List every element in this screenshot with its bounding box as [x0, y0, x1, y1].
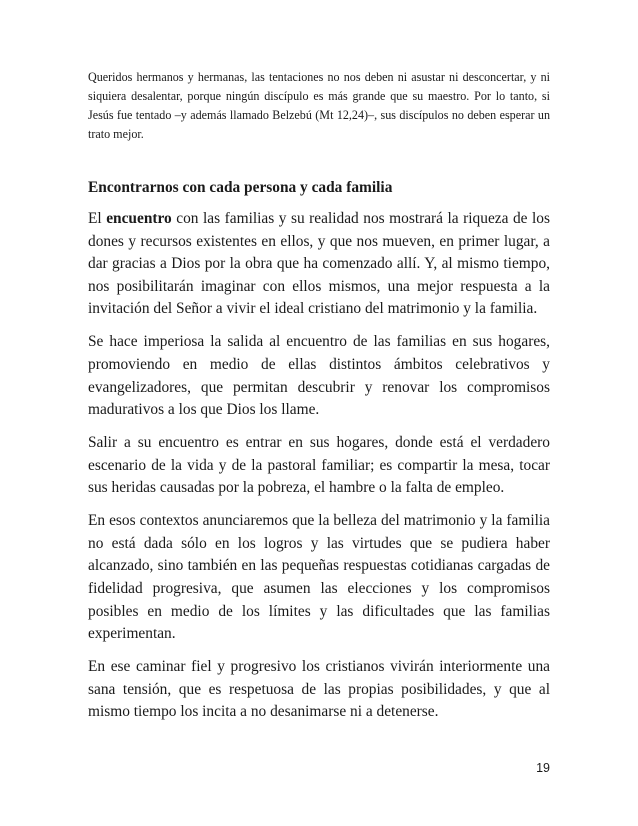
body-paragraph-2: Se hace imperiosa la salida al encuentro de las familias en sus hogares, promoviendo en medio de ellas distintos ámbitos celebrativos y evangelizadores, que permitan descubrir y renovar los compromisos madurativos a los que Dios los llame. — [88, 333, 550, 419]
body-paragraph-5: En ese caminar fiel y progresivo los cristianos vivirán interiormente una sana tensión, que es respetuosa de las propias posibilidades, y que al mismo tiempo los incita a no desanimarse ni a detenerse. — [88, 658, 550, 721]
body-paragraph-1 — [88, 208, 550, 321]
intro-paragraph: Queridos hermanos y hermanas, las tentaciones no nos deben ni asustar ni desconcertar, y ni siquiera desalentar, porque ningún discípulo es más grande que su maestro. Por lo tanto, si Jesús fue tentado –y además llamado Belzebú (Mt 12,24)–, sus discípulos no deben esperar un trato mejor. — [88, 70, 550, 141]
document-page — [88, 68, 550, 724]
paragraph-1-prefix: El — [88, 210, 107, 227]
body-paragraph-4: En esos contextos anunciaremos que la belleza del matrimonio y la familia no está dada sólo en los logros y las virtudes que se pudiera haber alcanzado, sino también en las pequeñas respuestas cotidianas cargadas de fidelidad progresiva, que asumen las elecciones y los compromisos posibles en medio de los límites y las dificultades que las familias experimentan. — [88, 512, 550, 643]
body-paragraph-3: Salir a su encuentro es entrar en sus hogares, donde está el verdadero escenario de la vida y de la pastoral familiar; es compartir la mesa, tocar sus heridas causadas por la pobreza, el hambre o la falta de empleo. — [88, 434, 550, 497]
paragraph-1-rest: con las familias y su realidad nos mostrará la riqueza de los dones y recursos existentes en ellos, y que nos mueven, en primer lugar, a dar gracias a Dios por la obra que ha comenzado allí. Y, al mismo tiempo, nos posibilitarán imaginar con ellos mismos, una mejor respuesta a la invitación del Señor a vivir el ideal cristiano del matrimonio y la familia. — [88, 210, 550, 318]
paragraph-1-emphasis: encuentro — [106, 210, 172, 227]
page-number: 19 — [536, 761, 550, 775]
section-heading: Encontrarnos con cada persona y cada familia — [88, 179, 393, 196]
